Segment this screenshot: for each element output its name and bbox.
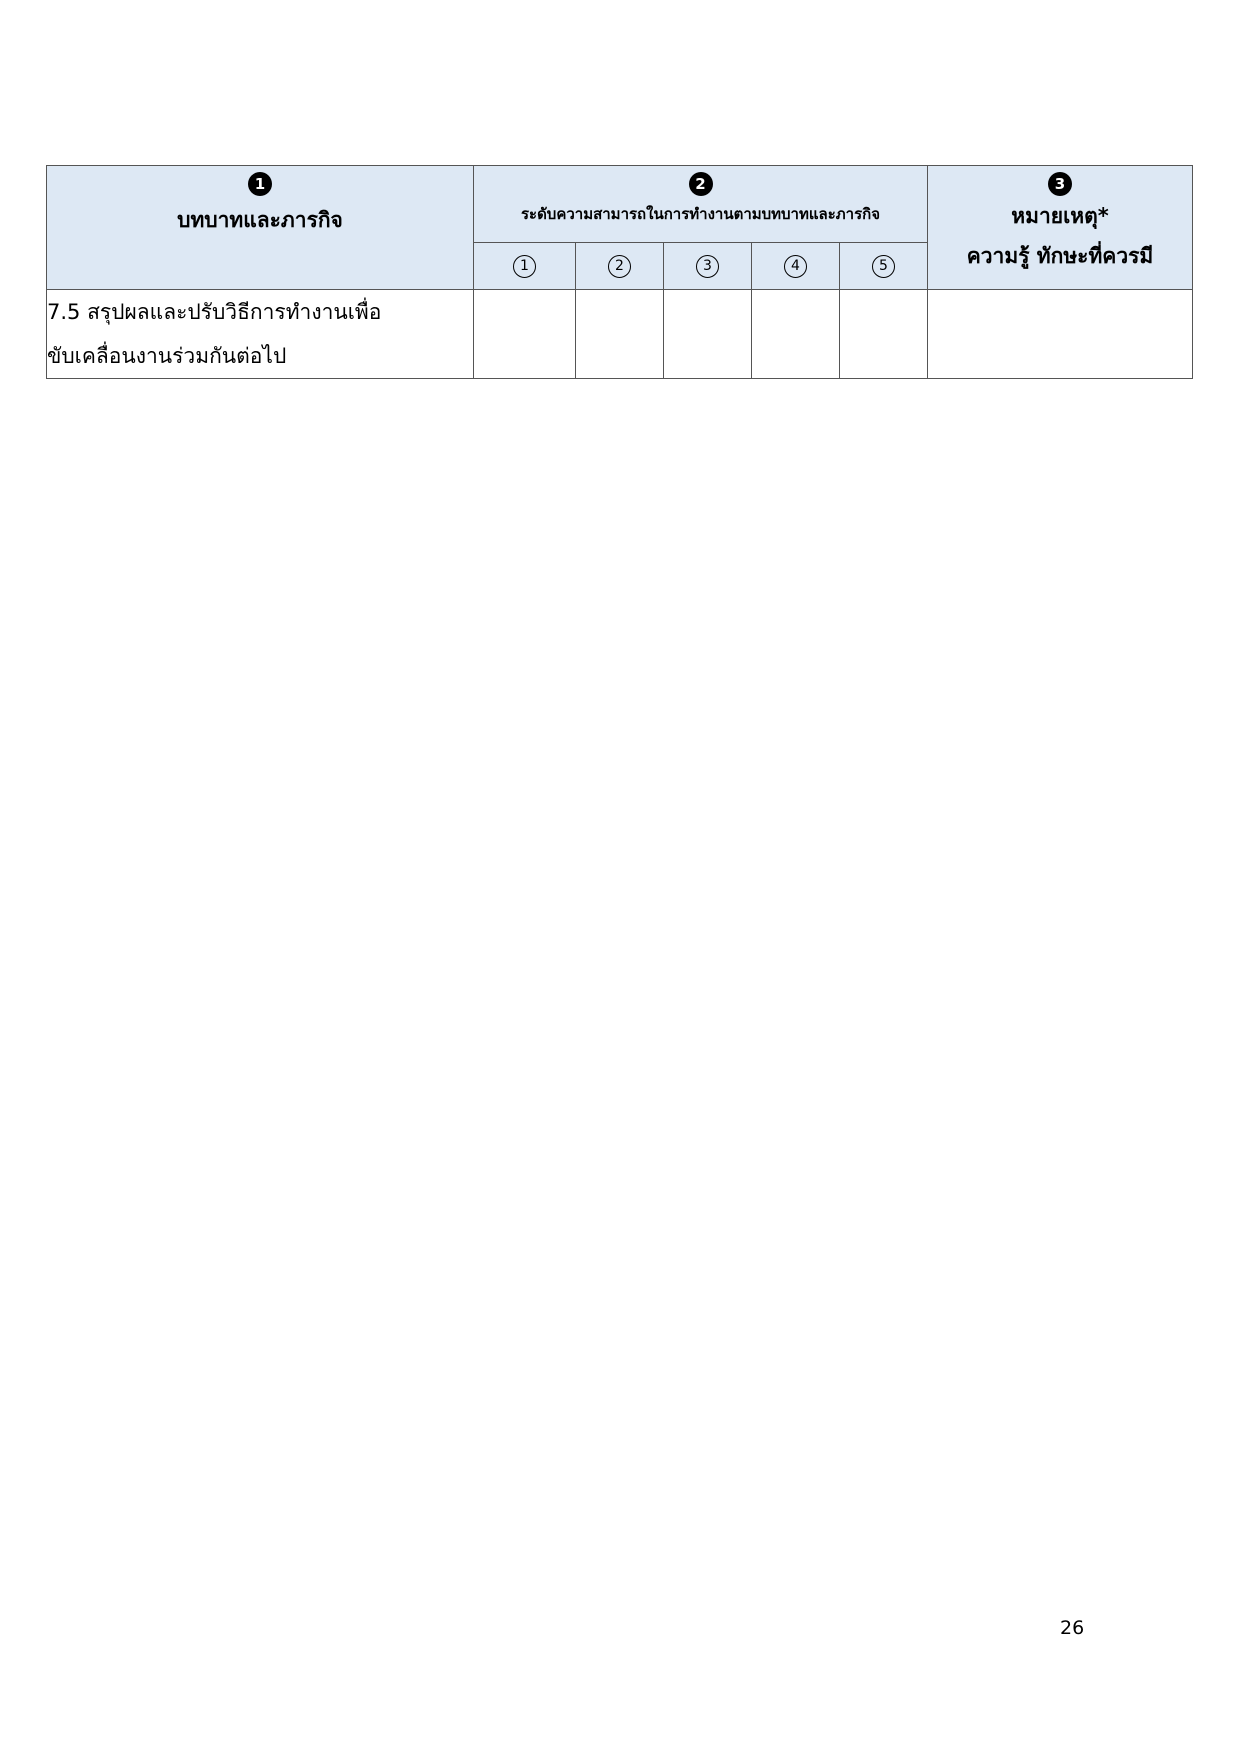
- header-notes: [928, 166, 1193, 290]
- level-4-header: [752, 243, 840, 290]
- task-cell: [47, 290, 474, 379]
- header-marker-2: 2: [689, 172, 713, 196]
- level-2-checkbox-cell[interactable]: [576, 290, 664, 379]
- table-row: [47, 290, 1193, 379]
- level-1-header: [474, 243, 576, 290]
- header-marker-1: 1: [248, 172, 272, 196]
- header-role-mission-title: บทบาทและภารกิจ: [177, 208, 343, 232]
- level-2-header: [576, 243, 664, 290]
- role-competency-table: [46, 165, 1193, 379]
- task-text-line-2: ขับเคลื่อนงานร่วมกันต่อไป: [47, 344, 287, 368]
- level-4-label: 4: [784, 255, 807, 278]
- header-competency-level: [474, 166, 928, 243]
- level-3-checkbox-cell[interactable]: [664, 290, 752, 379]
- notes-cell[interactable]: [928, 290, 1193, 379]
- level-4-checkbox-cell[interactable]: [752, 290, 840, 379]
- level-2-label: 2: [608, 255, 631, 278]
- header-row: [47, 166, 1193, 243]
- level-3-header: [664, 243, 752, 290]
- level-5-checkbox-cell[interactable]: [840, 290, 928, 379]
- header-competency-level-title: ระดับความสามารถในการทำงานตามบทบาทและภารกิจ: [520, 205, 881, 223]
- header-notes-title: หมายเหตุ*: [1011, 204, 1109, 228]
- header-role-mission: [47, 166, 474, 290]
- level-3-label: 3: [696, 255, 719, 278]
- header-marker-3: 3: [1048, 172, 1072, 196]
- task-text-line-1: 7.5 สรุปผลและปรับวิธีการทำงานเพื่อ: [47, 300, 382, 324]
- level-1-checkbox-cell[interactable]: [474, 290, 576, 379]
- page-number: 26: [1060, 1617, 1085, 1639]
- level-5-header: [840, 243, 928, 290]
- header-notes-subtitle: ความรู้ ทักษะที่ควรมี: [966, 244, 1154, 268]
- level-1-label: 1: [513, 255, 536, 278]
- level-5-label: 5: [872, 255, 895, 278]
